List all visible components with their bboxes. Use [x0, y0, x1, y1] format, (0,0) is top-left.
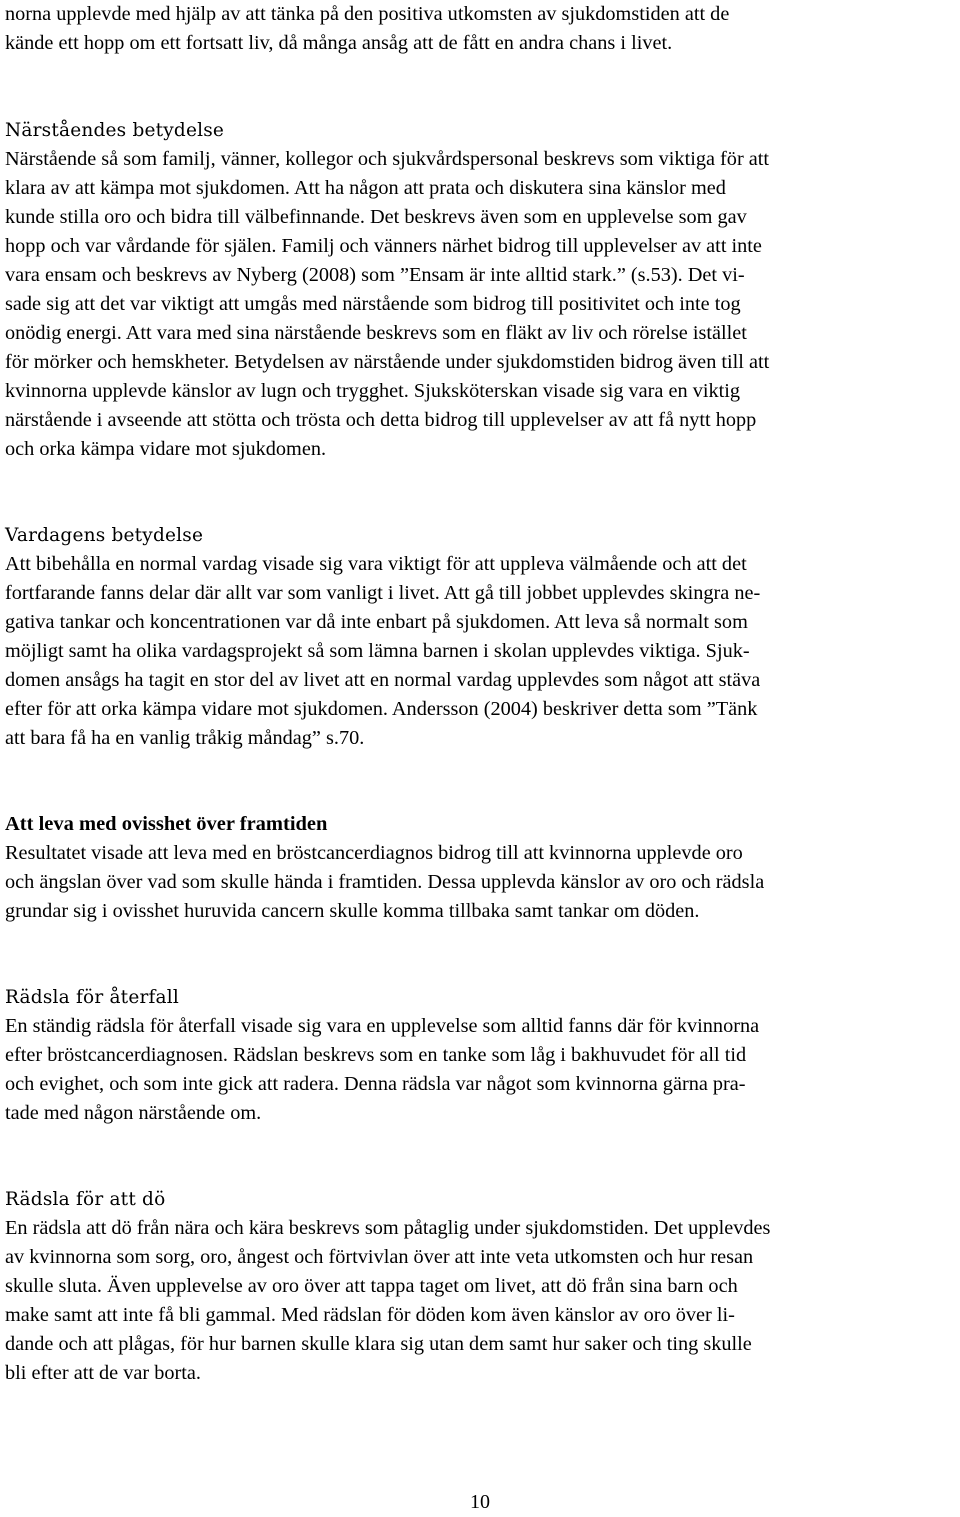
paragraph-line: Att bibehålla en normal vardag visade sig vara viktigt för att uppleva välmående och att det: [5, 553, 747, 575]
paragraph-line: En rädsla att dö från nära och kära beskrevs som påtaglig under sjukdomstiden. Det upplevdes: [5, 1217, 771, 1239]
paragraph-line: domen ansågs ha tagit en stor del av livet att en normal vardag upplevdes som något att stäva: [5, 669, 761, 691]
paragraph-line: onödig energi. Att vara med sina närstående beskrevs som en fläkt av liv och rörelse istället: [5, 322, 747, 344]
paragraph-line: tade med någon närstående om.: [5, 1102, 262, 1124]
paragraph-line: efter för att orka kämpa vidare mot sjukdomen. Andersson (2004) beskriver detta som ”Tänk: [5, 698, 758, 720]
paragraph-line: sade sig att det var viktigt att umgås med närstående som bidrog till positivitet och inte tog: [5, 293, 741, 315]
paragraph-line: bli efter att de var borta.: [5, 1362, 201, 1384]
intro-paragraph: [5, 0, 957, 58]
paragraph-line: grundar sig i ovisshet huruvida cancern skulle komma tillbaka samt tankar om döden.: [5, 900, 700, 922]
paragraph-line: En ständig rädsla för återfall visade sig vara en upplevelse som alltid fanns där för kvinnorna: [5, 1015, 760, 1037]
paragraph-line: att bara få ha en vanlig tråkig måndag” s.70.: [5, 727, 365, 749]
document-page: [5, 0, 957, 1388]
paragraph-line: gativa tankar och koncentrationen var då inte enbart på sjukdomen. Att leva så normalt som: [5, 611, 748, 633]
paragraph-line: kände ett hopp om ett fortsatt liv, då många ansåg att de fått en andra chans i livet.: [5, 32, 673, 54]
section-vardagens-betydelse: [5, 521, 957, 753]
section-heading: Närståendes betydelse: [5, 120, 225, 141]
paragraph-line: Närstående så som familj, vänner, kollegor och sjukvårdspersonal beskrevs som viktiga för att: [5, 148, 770, 170]
paragraph-line: fortfarande fanns delar där allt var som vanligt i livet. Att gå till jobbet upplevdes skingra ne-: [5, 582, 761, 604]
paragraph-line: hopp och var vårdande för själen. Familj och vänners närhet bidrog till upplevelser av att inte: [5, 235, 762, 257]
paragraph-line: skulle sluta. Även upplevelse av oro över att tappa taget om livet, att dö från sina barn och: [5, 1275, 738, 1297]
section-ovisshet: [5, 810, 957, 926]
paragraph-line: norna upplevde med hjälp av att tänka på den positiva utkomsten av sjukdomstiden att de: [5, 3, 730, 25]
paragraph-line: kvinnorna upplevde känslor av lugn och trygghet. Sjuksköterskan visade sig vara en viktig: [5, 380, 741, 402]
paragraph-line: make samt att inte få bli gammal. Med rädslan för döden kom även känslor av oro över li-: [5, 1304, 735, 1326]
section-radsla-do: [5, 1185, 957, 1388]
paragraph-line: av kvinnorna som sorg, oro, ångest och förtvivlan över att inte veta utkomsten och hur resan: [5, 1246, 754, 1268]
paragraph-line: efter bröstcancerdiagnosen. Rädslan beskrevs som en tanke som låg i bakhuvudet för all tid: [5, 1044, 747, 1066]
paragraph-line: möjligt samt ha olika vardagsprojekt så som lämna barnen i skolan upplevdes viktiga. Sjuk-: [5, 640, 750, 662]
section-heading: Rädsla för återfall: [5, 987, 180, 1008]
paragraph-line: närstående i avseende att stötta och trösta och detta bidrog till upplevelser av att få nytt hopp: [5, 409, 757, 431]
paragraph-line: Resultatet visade att leva med en bröstcancerdiagnos bidrog till att kvinnorna upplevde oro: [5, 842, 743, 864]
paragraph-line: och orka kämpa vidare mot sjukdomen.: [5, 438, 327, 460]
paragraph-line: kunde stilla oro och bidra till välbefinnande. Det beskrevs även som en upplevelse som gav: [5, 206, 747, 228]
paragraph-line: klara av att kämpa mot sjukdomen. Att ha någon att prata och diskutera sina känslor med: [5, 177, 726, 199]
section-heading: Rädsla för att dö: [5, 1189, 166, 1210]
section-heading: Att leva med ovisshet över framtiden: [5, 813, 328, 835]
page-number: 10: [470, 1491, 490, 1513]
section-narstaendes-betydelse: [5, 116, 957, 464]
paragraph-line: dande och att plågas, för hur barnen skulle klara sig utan dem samt hur saker och ting skulle: [5, 1333, 752, 1355]
paragraph-line: vara ensam och beskrevs av Nyberg (2008) som ”Ensam är inte alltid stark.” (s.53). Det vi-: [5, 264, 745, 286]
paragraph-line: och ängslan över vad som skulle hända i framtiden. Dessa upplevda känslor av oro och rädsla: [5, 871, 765, 893]
paragraph-line: och evighet, och som inte gick att radera. Denna rädsla var något som kvinnorna gärna pra-: [5, 1073, 746, 1095]
paragraph-line: för mörker och hemskheter. Betydelsen av närstående under sjukdomstiden bidrog även till att: [5, 351, 770, 373]
section-radsla-aterfall: [5, 983, 957, 1128]
section-heading: Vardagens betydelse: [5, 525, 204, 546]
